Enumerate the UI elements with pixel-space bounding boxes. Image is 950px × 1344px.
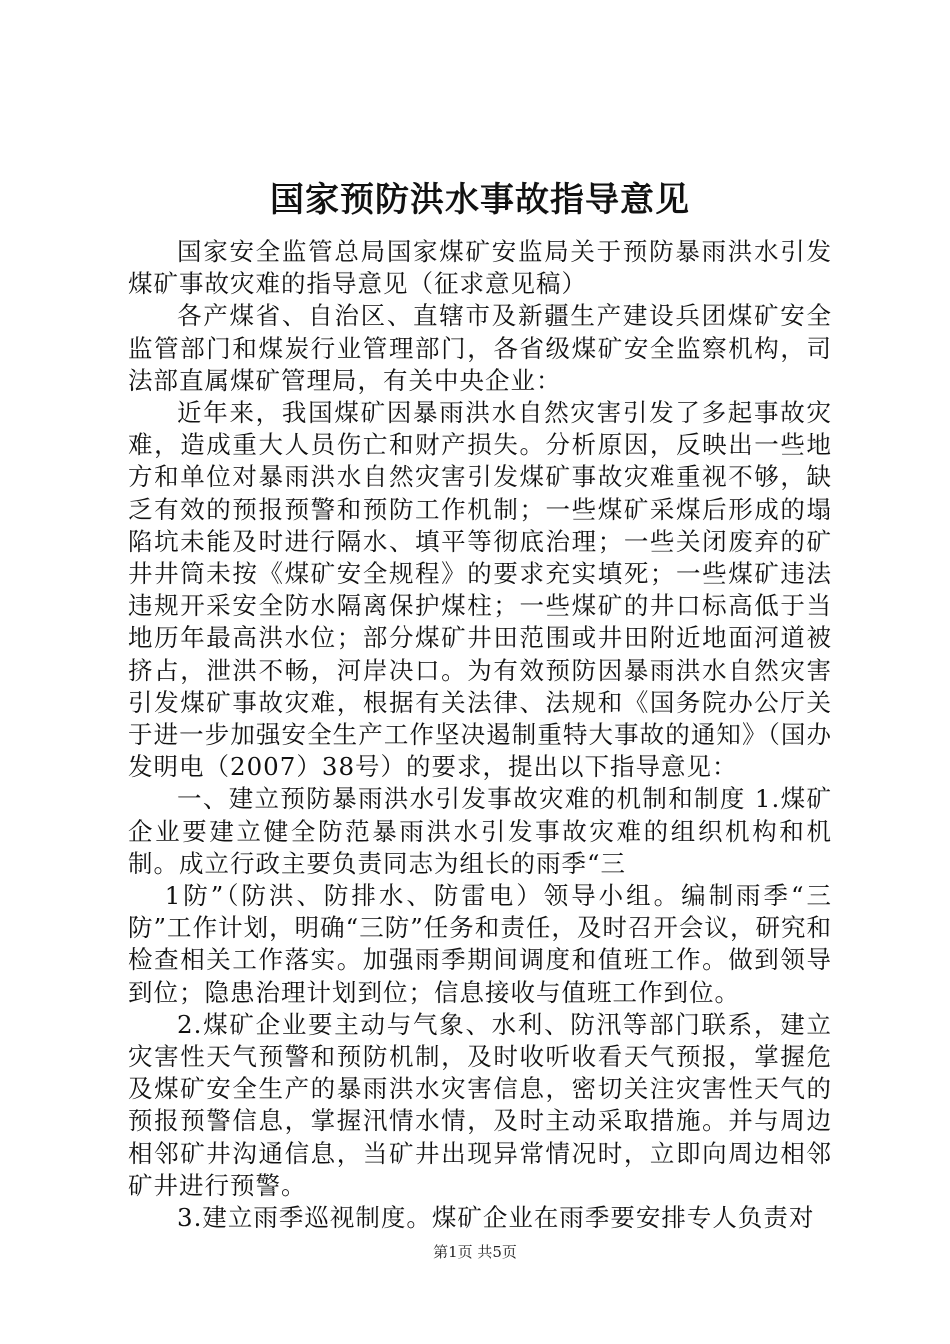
paragraph-section-one: 一、建立预防暴雨洪水引发事故灾难的机制和制度 1.煤矿企业要建立健全防范暴雨洪水引发事故灾难的组织机构和机制。成立行政主要负责同志为组长的雨季“三 — [128, 784, 832, 878]
page-footer: 第1页 共5页 — [433, 1243, 517, 1261]
paragraph-item-three: 3.建立雨季巡视制度。煤矿企业在雨季要安排专人负责对 — [177, 1203, 815, 1233]
paragraph-item-two: 2.煤矿企业要主动与气象、水利、防汛等部门联系，建立灾害性天气预警和预防机制，及时收听收看天气预报，掌握危及煤矿安全生产的暴雨洪水灾害信息，密切关注灾害性天气的预报预警信息，掌握汛情水情，及时主动采取措施。并与周边相邻矿井沟通信息，当矿井出现异常情况时，立即向周边相邻矿井进行预警。 — [128, 1009, 832, 1200]
paragraph-subtitle: 国家安全监管总局国家煤矿安监局关于预防暴雨洪水引发煤矿事故灾难的指导意见（征求意见稿） — [128, 237, 832, 299]
document-body — [128, 236, 832, 1234]
paragraph-addressees: 各产煤省、自治区、直辖市及新疆生产建设兵团煤矿安全监管部门和煤炭行业管理部门，各省级煤矿安全监察机构，司法部直属煤矿管理局，有关中央企业： — [128, 301, 832, 395]
document-title: 国家预防洪水事故指导意见 — [270, 180, 690, 220]
paragraph-background: 近年来，我国煤矿因暴雨洪水自然灾害引发了多起事故灾难，造成重大人员伤亡和财产损失。分析原因，反映出一些地方和单位对暴雨洪水自然灾害引发煤矿事故灾难重视不够，缺乏有效的预报预警和预防工作机制；一些煤矿采煤后形成的塌陷坑未能及时进行隔水、填平等彻底治理；一些关闭废弃的矿井井筒未按《煤矿安全规程》的要求充实填死；一些煤矿违法违规开采安全防水隔离保护煤柱；一些煤矿的井口标高低于当地历年最高洪水位；部分煤矿井田范围或井田附近地面河道被挤占，泄洪不畅，河岸决口。为有效预防因暴雨洪水自然灾害引发煤矿事故灾难，根据有关法律、法规和《国务院办公厅关于进一步加强安全生产工作坚决遏制重特大事故的通知》（国办发明电（2007）38号）的要求，提出以下指导意见： — [128, 398, 832, 782]
paragraph-section-one-continued: 1防”（防洪、防排水、防雷电）领导小组。编制雨季“三防”工作计划，明确“三防”任务和责任，及时召开会议，研究和检查相关工作落实。加强雨季期间调度和值班工作。做到领导到位；隐患治理计划到位；信息接收与值班工作到位。 — [128, 881, 832, 1007]
document-page — [128, 0, 832, 1344]
